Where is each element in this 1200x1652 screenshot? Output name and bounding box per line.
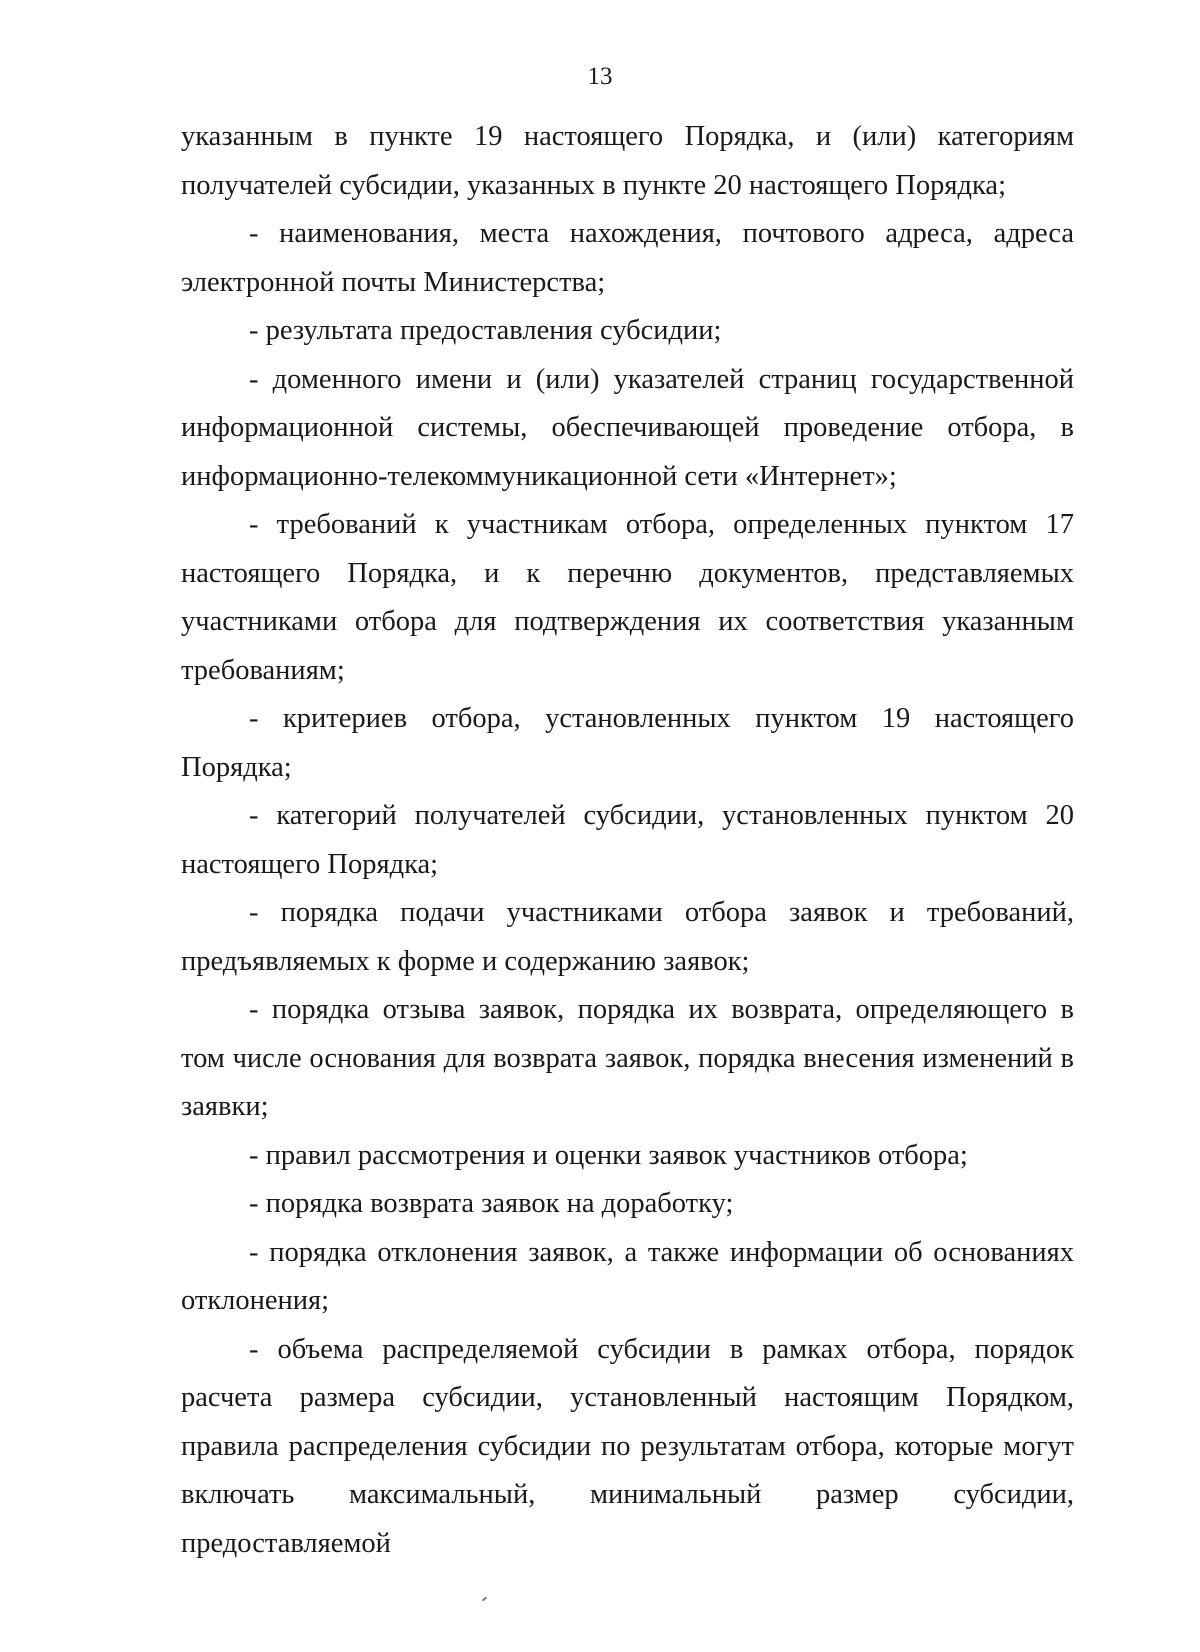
document-body bbox=[181, 113, 1074, 1568]
list-item: - результата предоставления субсидии; bbox=[249, 315, 722, 346]
list-item: - категорий получателей субсидии, установленных пунктом 20 настоящего Порядка; bbox=[181, 800, 1074, 880]
list-item: - порядка отзыва заявок, порядка их возврата, определяющего в том числе основания для возврата заявок, порядка внесения изменений в заявки; bbox=[181, 994, 1074, 1122]
list-item: - объема распределяемой субсидии в рамках отбора, порядок расчета размера субсидии, установленный настоящим Порядком, правила распределения субсидии по результатам отбора, которые могут включать максимальный, минимальный размер субсидии, предоставляемой bbox=[181, 1333, 1074, 1559]
list-item: - правил рассмотрения и оценки заявок участников отбора; bbox=[249, 1139, 968, 1171]
list-item: - требований к участникам отбора, определенных пунктом 17 настоящего Порядка, и к перечню документов, представляемых участниками отбора для подтверждения их соответствия указанным требованиям; bbox=[181, 509, 1074, 686]
list-item: - критериев отбора, установленных пунктом 19 настоящего Порядка; bbox=[181, 703, 1074, 783]
list-item: - порядка подачи участниками отбора заявок и требований, предъявляемых к форме и содержанию заявок; bbox=[181, 897, 1074, 977]
list-item: - доменного имени и (или) указателей страниц государственной информационной системы, обеспечивающей проведение отбора, в информационно-телекоммуникационной сети «Интернет»; bbox=[181, 363, 1074, 492]
list-item: - порядка отклонения заявок, а также информации об основаниях отклонения; bbox=[181, 1236, 1074, 1316]
list-item: - порядка возврата заявок на доработку; bbox=[249, 1188, 734, 1219]
scan-speck bbox=[482, 1597, 487, 1602]
page-number: 13 bbox=[587, 63, 613, 90]
list-item: - наименования, места нахождения, почтового адреса, адреса электронной почты Министерства; bbox=[181, 218, 1074, 298]
paragraph-continuation: указанным в пункте 19 настоящего Порядка, и (или) категориям получателей субсидии, указанных в пункте 20 настоящего Порядка; bbox=[181, 121, 1074, 201]
